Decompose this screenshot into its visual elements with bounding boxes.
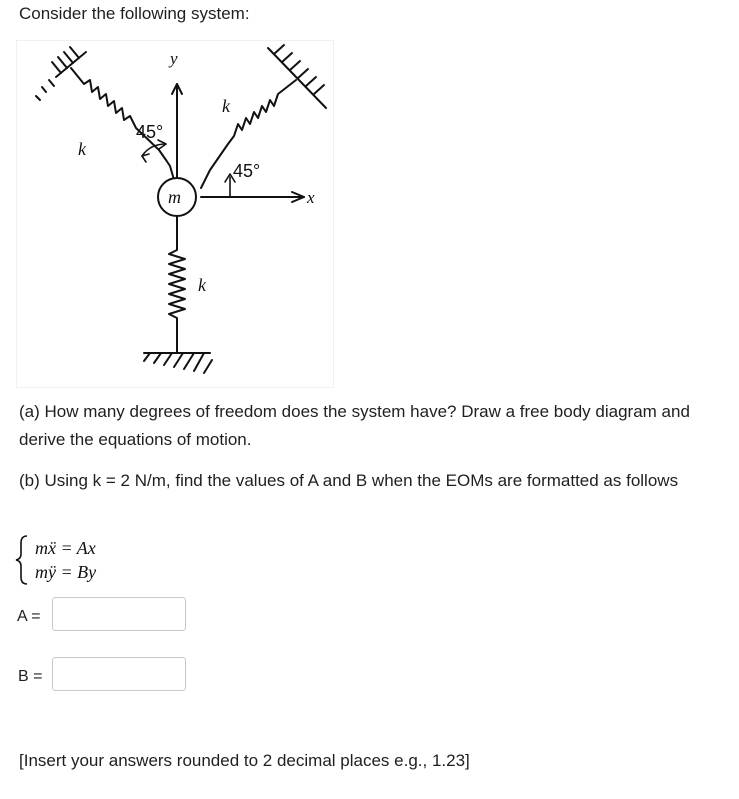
label-mass: m — [168, 187, 181, 207]
eom-line-1: mẍ = Ax — [35, 538, 96, 558]
left-brace — [16, 536, 27, 584]
eom-line-2: mÿ = By — [35, 562, 97, 582]
label-k-bottom: k — [198, 275, 206, 295]
intro-text: Consider the following system: — [19, 4, 250, 23]
wall-top-left — [36, 47, 86, 100]
spring-bottom — [169, 216, 185, 353]
answer-a-input[interactable] — [52, 597, 186, 631]
equations-of-motion — [15, 533, 175, 587]
label-k-right: k — [222, 96, 230, 116]
label-angle-right: 45° — [233, 161, 261, 181]
label-angle-left: 45° — [136, 122, 164, 142]
answer-b-label: B = — [18, 668, 43, 685]
instruction-note: [Insert your answers rounded to 2 decimal places e.g., 1.23] — [19, 751, 470, 770]
label-x: x — [307, 188, 315, 207]
wall-bottom — [144, 353, 212, 373]
question-part-a: (a) How many degrees of freedom does the system have? Draw a free body diagram and derive the equations of motion. — [19, 402, 690, 449]
answer-a-label: A = — [17, 608, 41, 625]
answer-b-input[interactable] — [52, 657, 186, 691]
spring-mass-figure — [16, 40, 334, 388]
label-y: y — [170, 49, 178, 68]
question-part-b: (b) Using k = 2 N/m, find the values of A and B when the EOMs are formatted as follows — [19, 471, 679, 490]
label-k-left: k — [78, 139, 86, 159]
